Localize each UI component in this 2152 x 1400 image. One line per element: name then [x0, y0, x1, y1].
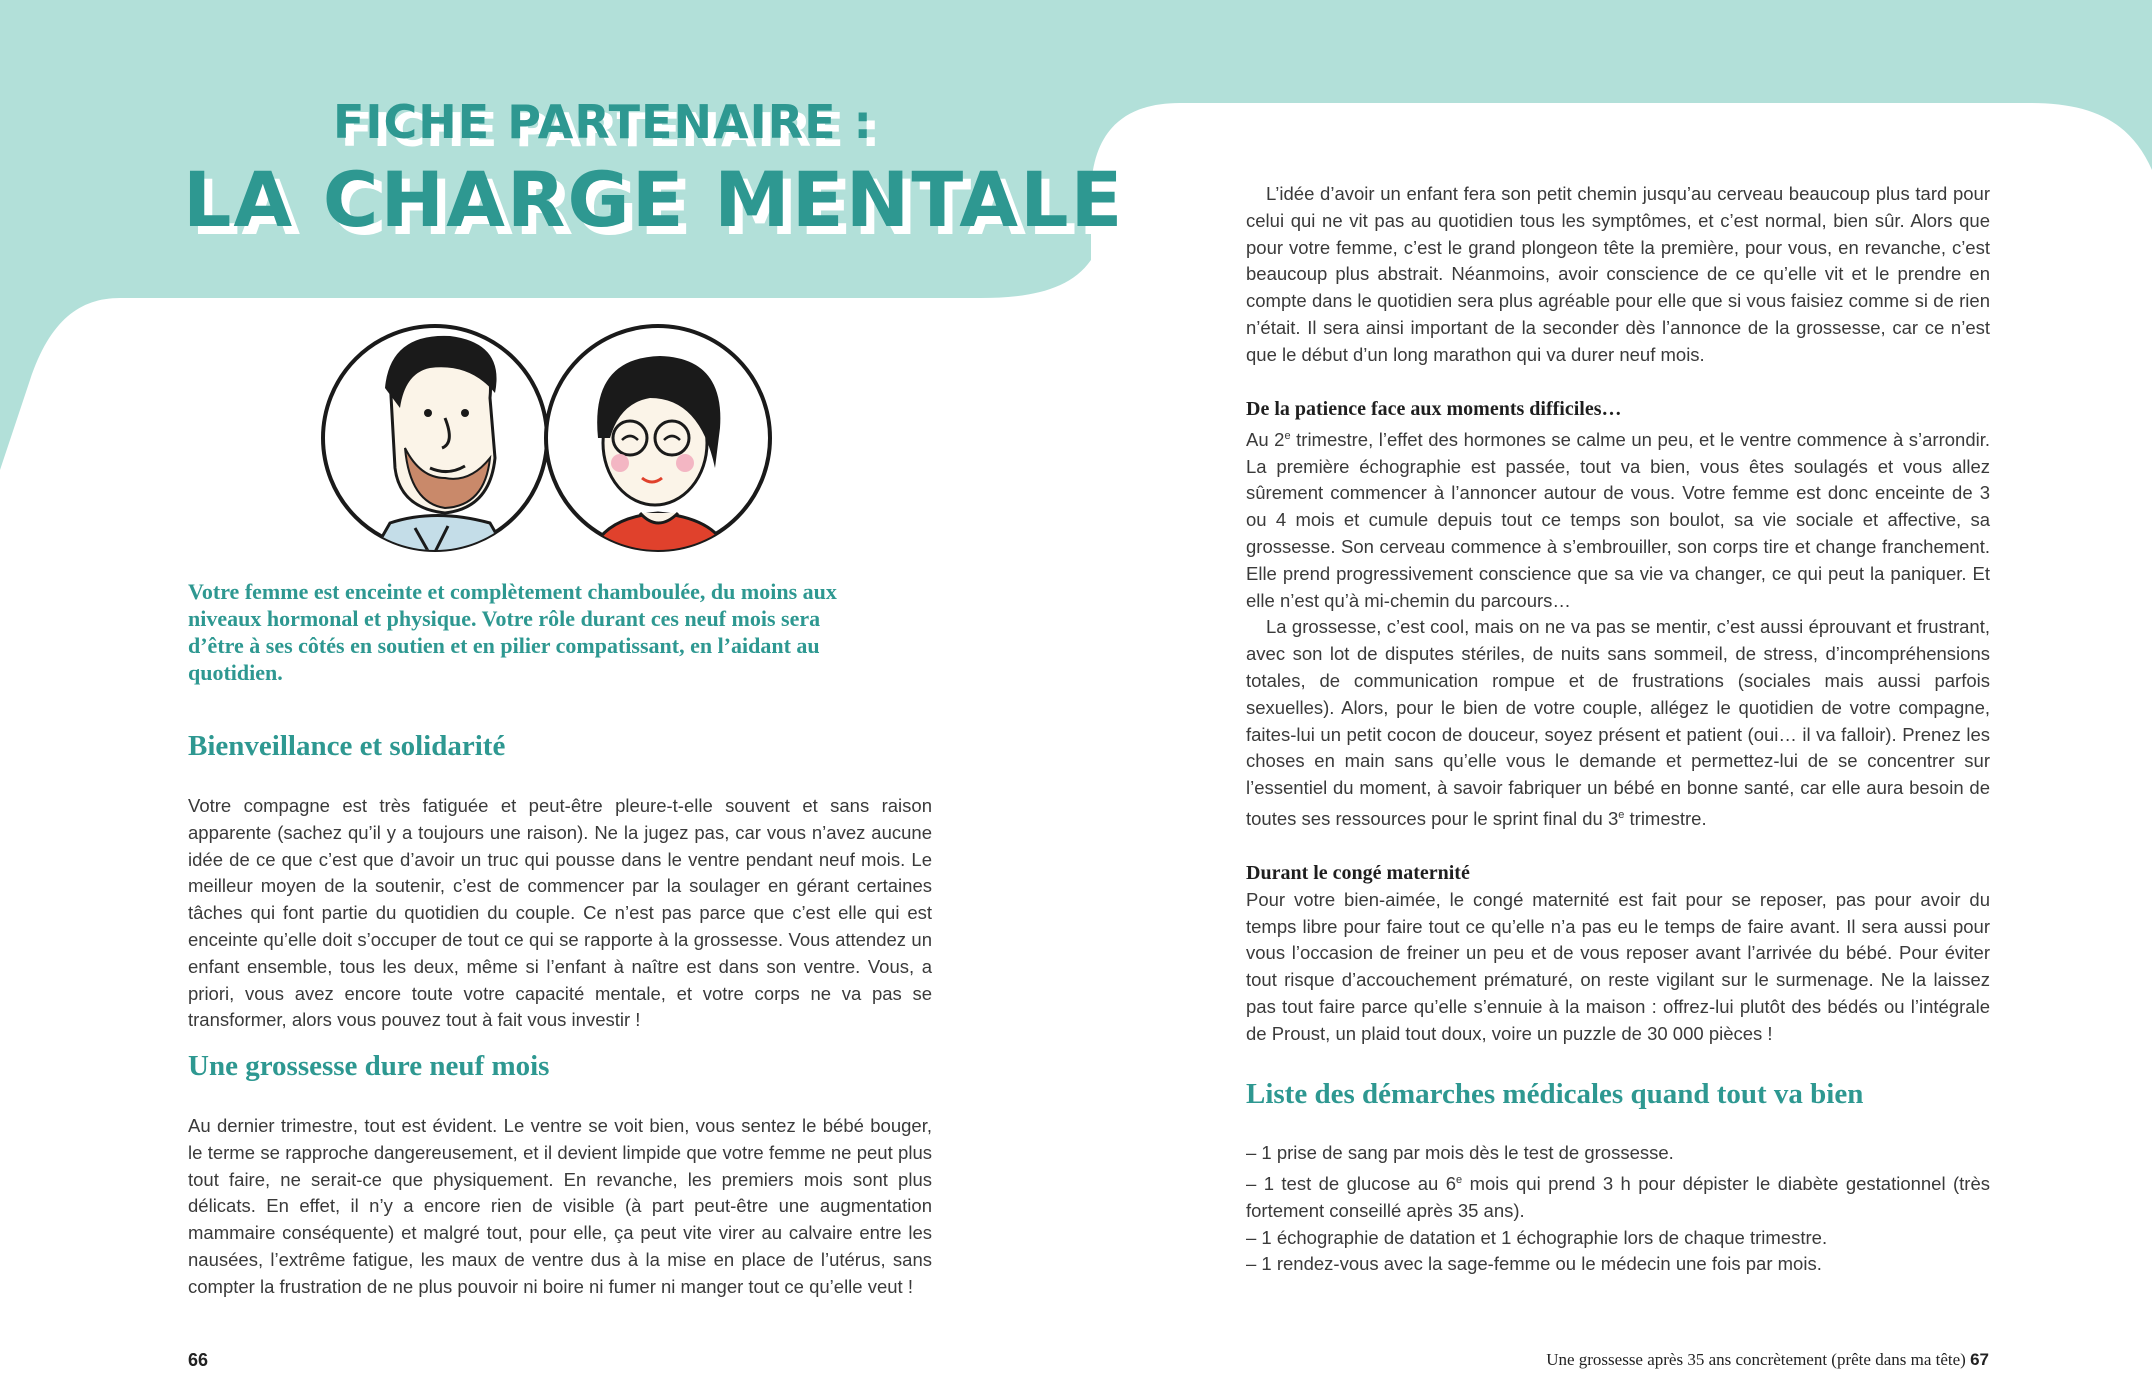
- list-item: – 1 rendez-vous avec la sage-femme ou le médecin une fois par mois.: [1246, 1253, 1822, 1275]
- list-item: – 1 test de glucose au 6e mois qui prend 3 h pour dépister le diabète gestationnel (très fortement conseillé après 35 ans).: [1246, 1172, 1990, 1221]
- section-heading-grossesse: Une grossesse dure neuf mois: [188, 1050, 550, 1082]
- medical-list: [1246, 1140, 1990, 1278]
- title-kicker: FICHE PARTENAIRE :: [333, 95, 873, 149]
- section-body-bienveillance: [188, 793, 932, 1034]
- page-number-right: 67: [1970, 1350, 1989, 1369]
- section-heading-bienveillance: Bienveillance et solidarité: [188, 730, 506, 762]
- paragraph-maternite: Pour votre bien-aimée, le congé maternité est fait pour se reposer, pas pour avoir du temps libre pour faire tout ce qu’elle n’a pas eu le temps de faire avant. Il sera aussi pour vous l’occasion de freiner un peu et de vous reposer avant l’arrivée du bébé. Pour éviter tout risque d’accouchement prématuré, on reste vigilant sur le surmenage. Ne la laissez pas tout faire parce qu’elle s’ennuie à la maison : offrez-lui plutôt des bédés ou l’intégrale de Proust, un plaid tout doux, voire un puzzle de 30 000 pièces !: [1246, 888, 1990, 1044]
- subheading-maternite: Durant le congé maternité: [1246, 861, 1470, 884]
- opening-paragraph: L’idée d’avoir un enfant fera son petit chemin jusqu’au cerveau beaucoup plus tard pour celui qui ne vit pas au quotidien tous les symptômes, et c’est normal, bien sûr. Alors que pour votre femme, c’est le grand plongeon tête la première, pour vous, en revanche, c’est beaucoup plus abstrait. Néanmoins, avoir conscience de ce qu’elle vit et le prendre en compte dans le quotidien sera plus agréable pour elle que si vous faisiez comme si de rien n’était. Il sera ainsi important de la seconder dès l’annonce de la grossesse, car ce n’est que le début d’un long marathon qui va durer neuf mois.: [1246, 183, 1990, 365]
- woman-portrait-icon: [546, 326, 770, 558]
- paragraph: Votre compagne est très fatiguée et peut-être pleure-t-elle souvent et sans raison apparente (sachez qu’il y a toujours une raison). Ne la jugez pas, car vous n’avez aucune idée de ce que c’est que d’avoir un truc qui pousse dans le ventre pendant neuf mois. Le meilleur moyen de la soutenir, c’est de commencer par la soulager en gérant certaines tâches qui font partie du quotidien du couple. Ce n’est pas parce que c’est elle qui est enceinte qu’elle doit s’occuper de tout ce qui se rapporte à la grossesse. Vous attendez un enfant ensemble, tous les deux, même si l’enfant à naître est dans son ventre. Vous, a priori, vous avez encore toute votre capacité mentale, et votre corps ne va pas se transformer, alors vous pouvez tout à fait vous investir !: [188, 795, 932, 1031]
- page-number-left: 66: [188, 1350, 209, 1370]
- subheading-patience: De la patience face aux moments difficiles…: [1246, 397, 1622, 420]
- list-item: – 1 échographie de datation et 1 échographie lors de chaque trimestre.: [1246, 1226, 1828, 1248]
- intro-text: Votre femme est enceinte et complètement chamboulée, du moins aux niveaux hormonal et physique. Votre rôle durant ces neuf mois sera d’être à ses côtés en soutien et en pilier compatissant, en l’aidant au quotidien.: [188, 579, 837, 685]
- right-column: [1246, 181, 1990, 1048]
- section-body-grossesse: [188, 1113, 932, 1301]
- paragraph-patience-1: Au 2e trimestre, l’effet des hormones se calme un peu, et le ventre commence à s’arrondir. La première échographie est passée, tout va bien, vous êtes soulagés et vous allez sûrement commencer à l’annoncer autour de vous. Votre femme est donc enceinte de 3 ou 4 mois et cumule depuis tout ce temps son boulot, sa vie sociale et affective, sa grossesse. Son cerveau commence à s’embrouiller, son corps tire et change franchement. Elle prend progressivement conscience que sa vie va changer, ce qui peut la paniquer. Et elle n’est qu’à mi-chemin du parcours…: [1246, 428, 1990, 611]
- man-portrait-icon: [323, 326, 547, 558]
- portrait-illustration: [320, 318, 780, 558]
- paragraph-patience-2: La grossesse, c’est cool, mais on ne va pas se mentir, c’est aussi éprouvant et frustrant, avec son lot de disputes stériles, de nuits sans sommeil, de stress, d’incompréhensions totales, de communication rompue et de frustrations (sociales mais aussi parfois sexuelles). Alors, pour le bien de votre couple, allégez le quotidien de votre compagne, faites-lui un petit cocon de douceur, soyez présent et patient (oui… il va falloir). Prenez les choses en main sans qu’elle vous le demande et permettez-lui de se concentrer sur l’essentiel du moment, à savoir fabriquer un bébé en bonne santé, car elle aura besoin de toutes ses ressources pour le sprint final du 3e trimestre.: [1246, 616, 1990, 830]
- paragraph: Au dernier trimestre, tout est évident. Le ventre se voit bien, vous sentez le bébé bouger, le terme se rapproche dangereusement, et il devient limpide que votre femme ne peut plus tout faire, ne serait-ce que physiquement. En revanche, les premiers mois sont plus délicats. En effet, il n’y a encore rien de visible (à part peut-être une augmentation mammaire conséquente) et malgré tout, pour elle, ça peut vite virer au calvaire entre les nausées, l’extrême fatigue, les maux de ventre dus à la mise en place de l’utérus, sans compter la frustration de ne plus pouvoir ni boire ni fumer ni manger tout ce qu’elle veut !: [188, 1115, 932, 1297]
- section-heading-demarches: Liste des démarches médicales quand tout va bien: [1246, 1078, 1864, 1110]
- page-footer-right: [1546, 1350, 1989, 1370]
- list-item: – 1 prise de sang par mois dès le test de grossesse.: [1246, 1142, 1674, 1163]
- page-title: LA CHARGE MENTALE: [183, 155, 1125, 244]
- running-title: Une grossesse après 35 ans concrètement (prête dans ma tête): [1546, 1350, 1966, 1369]
